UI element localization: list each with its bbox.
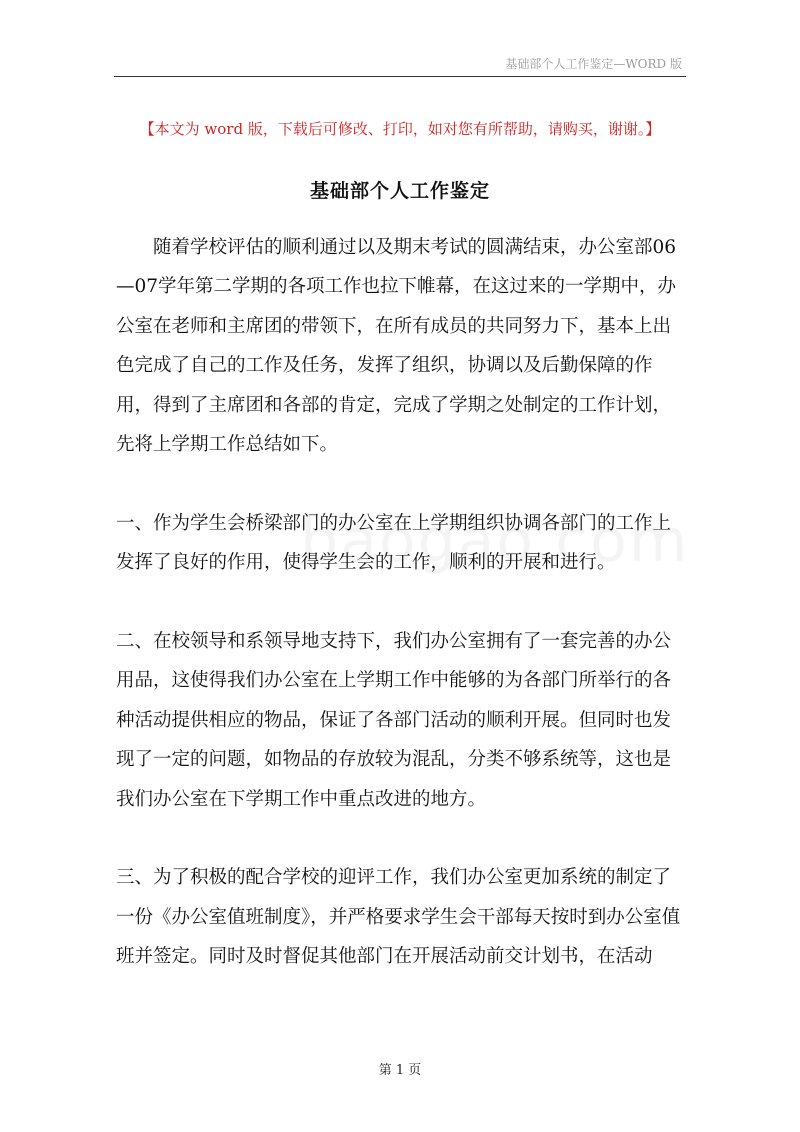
intro-paragraph: 随着学校评估的顺利通过以及期末考试的圆满结束，办公室部06—07学年第二学期的各项工作也拉下帷幕，在这过来的一学期中，办公室在老师和主席团的带领下，在所有成员的共同努力下，基本上出色完成了自己的工作及任务，发挥了组织，协调以及后勤保障的作用，得到了主席团和各部的肯定，完成了学期之处制定的工作计划，先将上学期工作总结如下。	[116, 237, 677, 456]
paragraph-gap	[116, 819, 688, 858]
running-header: 基础部个人工作鉴定—WORD 版	[505, 57, 682, 71]
paragraph-gap	[116, 464, 688, 503]
header-divider	[114, 76, 686, 77]
section-two-paragraph: 二、在校领导和系领导地支持下，我们办公室拥有了一套完善的办公用品，这使得我们办公室在上学期工作中能够的为各部门所举行的各种活动提供相应的物品，保证了各部门活动的顺利开展。但同时也发现了一定的问题，如物品的存放较为混乱，分类不够系统等，这也是我们办公室在下学期工作中重点改进的地方。	[116, 631, 672, 810]
section-three-paragraph: 三、为了积极的配合学校的迎评工作，我们办公室更加系统的制定了一份《办公室值班制度》，并严格要求学生会干部每天按时到办公室值班并签定。同时及时督促其他部门在开展活动前交计划书，在活动	[116, 867, 681, 968]
document-body	[116, 228, 688, 977]
page-number: 第 1 页	[378, 1063, 422, 1078]
paragraph-gap	[116, 583, 688, 622]
download-notice: 【本文为 word 版，下载后可修改、打印，如对您有所帮助，请购买，谢谢。】	[139, 120, 661, 138]
document-title: 基础部个人工作鉴定	[309, 180, 490, 202]
section-one-paragraph: 一、作为学生会桥梁部门的办公室在上学期组织协调各部门的工作上发挥了良好的作用，使得学生会的工作，顺利的开展和进行。	[116, 512, 672, 574]
